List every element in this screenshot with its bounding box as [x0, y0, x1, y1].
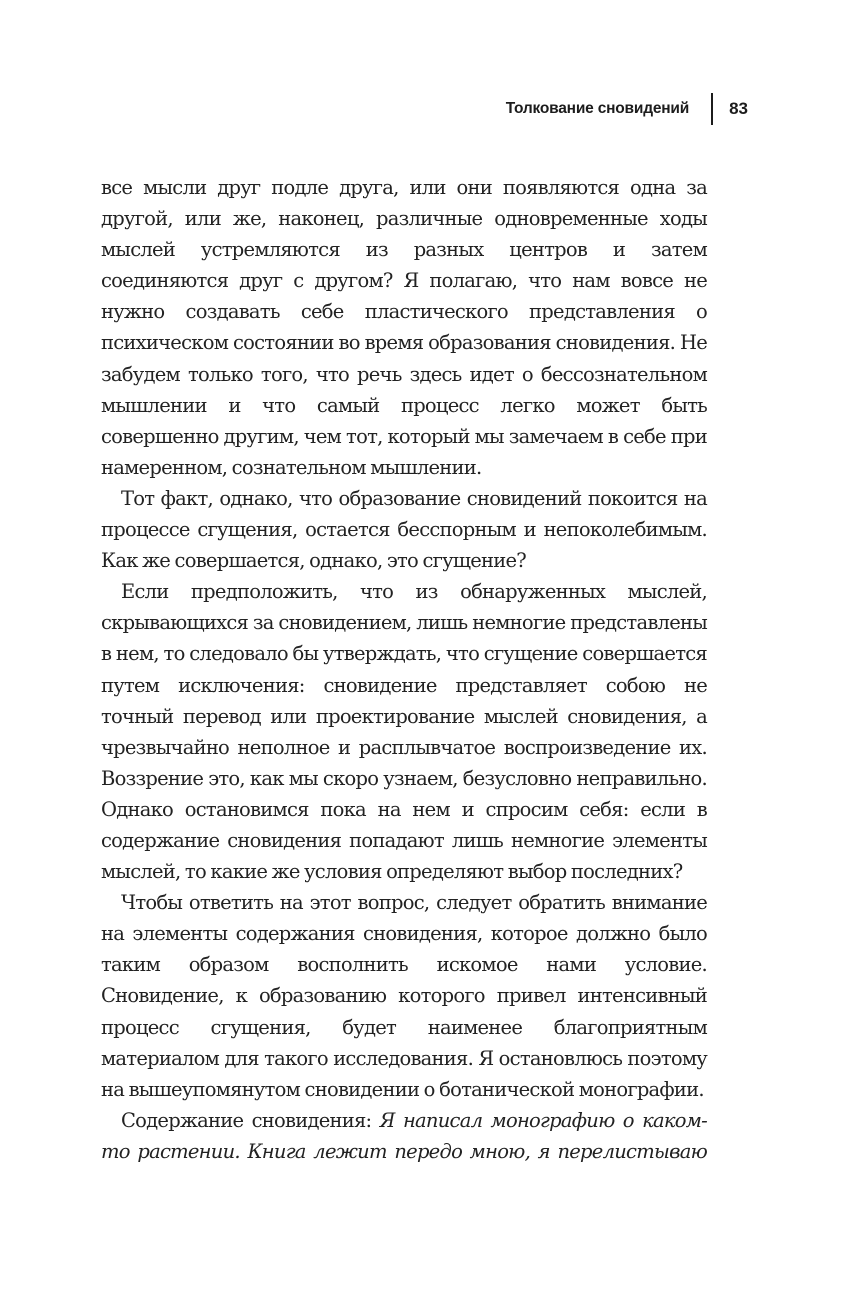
- header-divider: [711, 93, 713, 125]
- paragraph-2: Тот факт, однако, что образование сновидений покоится на процессе сгущения, остается бесспорным и непоколебимым. Как же совершается, однако, это сгущение?: [101, 486, 707, 573]
- body-text: [101, 172, 707, 1167]
- paragraph-1: все мысли друг подле друга, или они появляются одна за другой, или же, наконец, различные одновременные ходы мыслей устремляются из разных центров и затем соединяются друг с другом? Я полагаю, что нам вовсе не нужно создавать себе пластического представления о психическом состоянии во время образования сновидения. Не забудем только того, что речь здесь идет о бессознательном мышлении и что самый процесс легко может быть совершенно другим, чем тот, который мы замечаем в себе при намеренном, сознательном мышлении.: [101, 176, 707, 479]
- paragraph-5-lead: Содержание сновидения:: [121, 1108, 380, 1132]
- running-head: [506, 92, 748, 126]
- paragraph-4: Чтобы ответить на этот вопрос, следует обратить внимание на элементы содержания сновидения, которое должно было таким образом восполнить искомое нами условие. Сновидение, к образованию которого привел интенсивный процесс сгущения, будет наименее благоприятным материалом для такого исследования. Я остановлюсь поэтому на вышеупомянутом сновидении о ботанической монографии.: [101, 891, 707, 1101]
- paragraph-5-italic: Я написал монографию о каком-то растении. Книга лежит передо мною, я перелистываю: [101, 1108, 707, 1163]
- paragraph-3: Если предположить, что из обнаруженных мыслей, скрывающихся за сновидением, лишь немногие представлены в нем, то следовало бы утверждать, что сгущение совершается путем исключения: сновидение представляет собою не точный перевод или проектирование мыслей сновидения, а чрезвычайно неполное и расплывчатое воспроизведение их. Воззрение это, как мы скоро узнаем, безусловно неправильно. Однако остановимся пока на нем и спросим себя: если в содержание сновидения попадают лишь немногие элементы мыслей, то какие же условия определяют выбор последних?: [101, 580, 707, 884]
- running-title: Толкование сновидений: [505, 100, 690, 117]
- page-number: 83: [729, 99, 748, 118]
- paragraph-5: [101, 1105, 707, 1167]
